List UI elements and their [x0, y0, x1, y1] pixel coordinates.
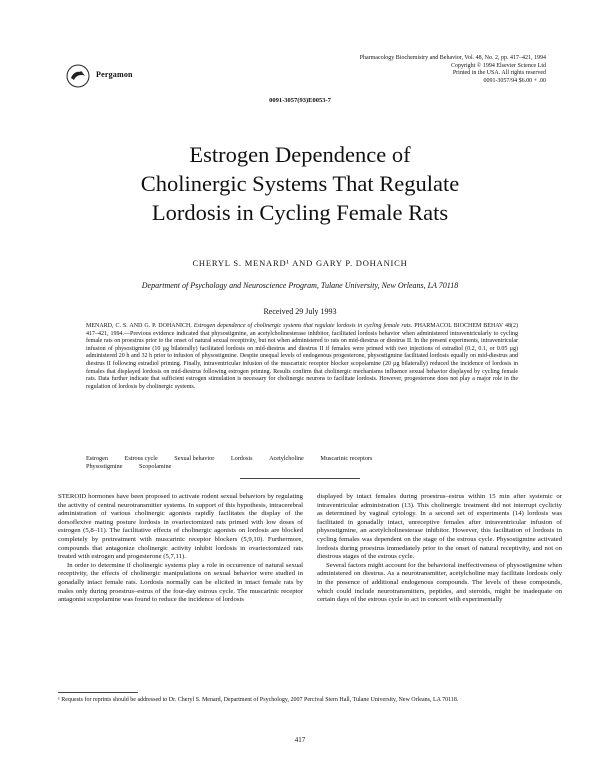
body-right-column	[317, 493, 562, 605]
publisher-logo-icon	[66, 64, 90, 88]
page-number: 417	[294, 736, 306, 744]
abstract-citation: MENARD, C. S. AND G. P. DOHANICH.	[86, 323, 192, 329]
journal-info	[360, 55, 546, 85]
publisher-name: Pergamon	[96, 70, 133, 79]
authors: CHERYL S. MENARD¹ AND GARY P. DOHANICH	[192, 258, 408, 268]
keyword: Estrous cycle	[124, 455, 158, 462]
keyword: Sexual behavior	[174, 455, 215, 462]
abstract-citation-source: PHARMACOL BIOCHEM BEHAV 48(2) 417–421, 1994.—	[86, 323, 519, 337]
body-paragraph: In order to determine if cholinergic systems play a role in occurrence of natural sexual receptivity, the effects of cholinergic manipulations on sexual behavior were studied in gonadally intact female rats. Lordosis normally can be elicited in intact female rats by males only during proestrus–estrus of the four-day estrous cycle. The muscarinic receptor antagonist scopolamine was found to reduce the incidence of lordosis	[58, 561, 303, 604]
printed-line: Printed in the USA. All rights reserved	[452, 70, 546, 76]
keyword: Lordosis	[230, 455, 253, 462]
copyright-line: Copyright © 1994 Elsevier Science Ltd	[450, 62, 546, 69]
abstract-citation-title: Estrogen dependence of cholinergic systems that regulate lordosis in cycling female rats.	[193, 323, 413, 329]
affiliation: Department of Psychology and Neuroscience Program, Tulane University, New Orleans, LA 70118	[141, 281, 459, 290]
pii-code: 0091-3057(93)E0053-7	[269, 97, 331, 104]
issn-line: 0091-3057/94 $6.00 + .00	[483, 77, 546, 84]
footnote: ¹ Requests for reprints should be addressed to Dr. Cheryl S. Menard, Department of Psychology, 2007 Percival Stern Hall, Tulane University, New Orleans, LA 70118.	[58, 697, 459, 703]
body-paragraph: Several factors might account for the behavioral ineffectiveness of physostigmine when administered on diestrus. As a neurotransmitter, acetylcholine may facilitate lordosis only in the presence of additional endogenous compounds. The levels of these compounds, which could include neurotransmitters, peptides, and steroids, might be inadequate on certain days of the estrous cycle to act in concert with experimentally	[317, 561, 562, 604]
body-left-column	[58, 493, 303, 605]
keyword: Scopolamine	[139, 463, 172, 470]
title-line: Estrogen Dependence of	[189, 142, 411, 167]
journal-citation-line: Pharmacology Biochemistry and Behavior, Vol. 48, No. 2, pp. 417–421, 1994	[359, 55, 546, 61]
article-title	[60, 140, 540, 227]
keyword: Physostigmine	[86, 463, 123, 470]
body-paragraph: STEROID hormones have been proposed to activate rodent sexual behaviors by regulating the activity of central neurotransmitter systems. In support of this hypothesis, intracerebral administration of various cholinergic agonists rapidly facilitates the display of the dorsoflexive mating posture lordosis in ovariectomized rats primed with low doses of estrogen (5,8–11). The facilitative effects of cholinergic agonists on lordosis are blocked completely by pretreatment with muscarinic receptor blockers (5,9,10). Furthermore, compounds that antagonize cholinergic activity inhibit lordosis in ovariectomized rats treated with estrogen and progesterone (5,7,11).	[58, 493, 303, 561]
title-line: Cholinergic Systems That Regulate	[140, 171, 460, 196]
title-line: Lordosis in Cycling Female Rats	[151, 200, 449, 225]
section-divider	[240, 478, 360, 479]
keyword: Acetylcholine	[269, 455, 304, 462]
footnote-divider	[58, 692, 138, 693]
keyword: Estrogen	[86, 455, 108, 462]
body-paragraph: displayed by intact females during proestrus–estrus within 15 min after systemic or intraventricular administration (13). This cholinergic treatment did not interrupt cyclicity as determined by vaginal cytology. In a second set of experiments (14) lordosis was facilitated in gonadally intact, unreceptive females after intraventricular infusion of physostigmine, an acetylcholinesterase inhibitor. However, this facilitation of lordosis in cycling females was dependent on the stage of the estrous cycle. Physostigmine activated lordosis during proestrus immediately prior to the onset of natural receptivity, and not on diestrous stages of the estrous cycle.	[317, 493, 562, 561]
keyword: Muscarinic receptors	[320, 455, 373, 462]
keywords	[86, 455, 526, 471]
abstract	[86, 323, 518, 391]
abstract-body: Previous evidence indicated that physostigmine, an acetylcholinesterase inhibitor, facilitated lordosis behavior when administered intraventricularly to cycling female rats on proestrus prior to the onset of natural sexual receptivity, but not when administered to rats on mid-diestrus or diestrus II. In the present experiments, intraventricular infusion of physostigmine (10 µg bilaterally) facilitated lordosis on mid-diestrus and diestrus II if females were primed with two injections of estradiol (0.2, 0.1, or 0.05 µg) administered 20 h and 32 h prior to infusion of physostigmine. Despite unequal levels of endogenous progesterone, physostigmine facilitated lordosis equally on mid-diestrus and diestrus II following estradiol priming. Finally, intraventricular infusion of the muscarinic receptor blocker scopolamine (20 µg bilaterally) reduced the incidence of lordosis in females that displayed lordosis on mid-diestrus following estrogen priming. Results confirm that cholinergic mechanisms influence sexual behavior displayed by cycling female rats. Data further indicate that sufficient estrogen stimulation is necessary for cholinergic neurons to facilitate lordosis. However, progesterone does not play a major role in the regulation of lordosis by cholinergic systems.	[86, 330, 518, 390]
received-date: Received 29 July 1993	[263, 307, 337, 316]
